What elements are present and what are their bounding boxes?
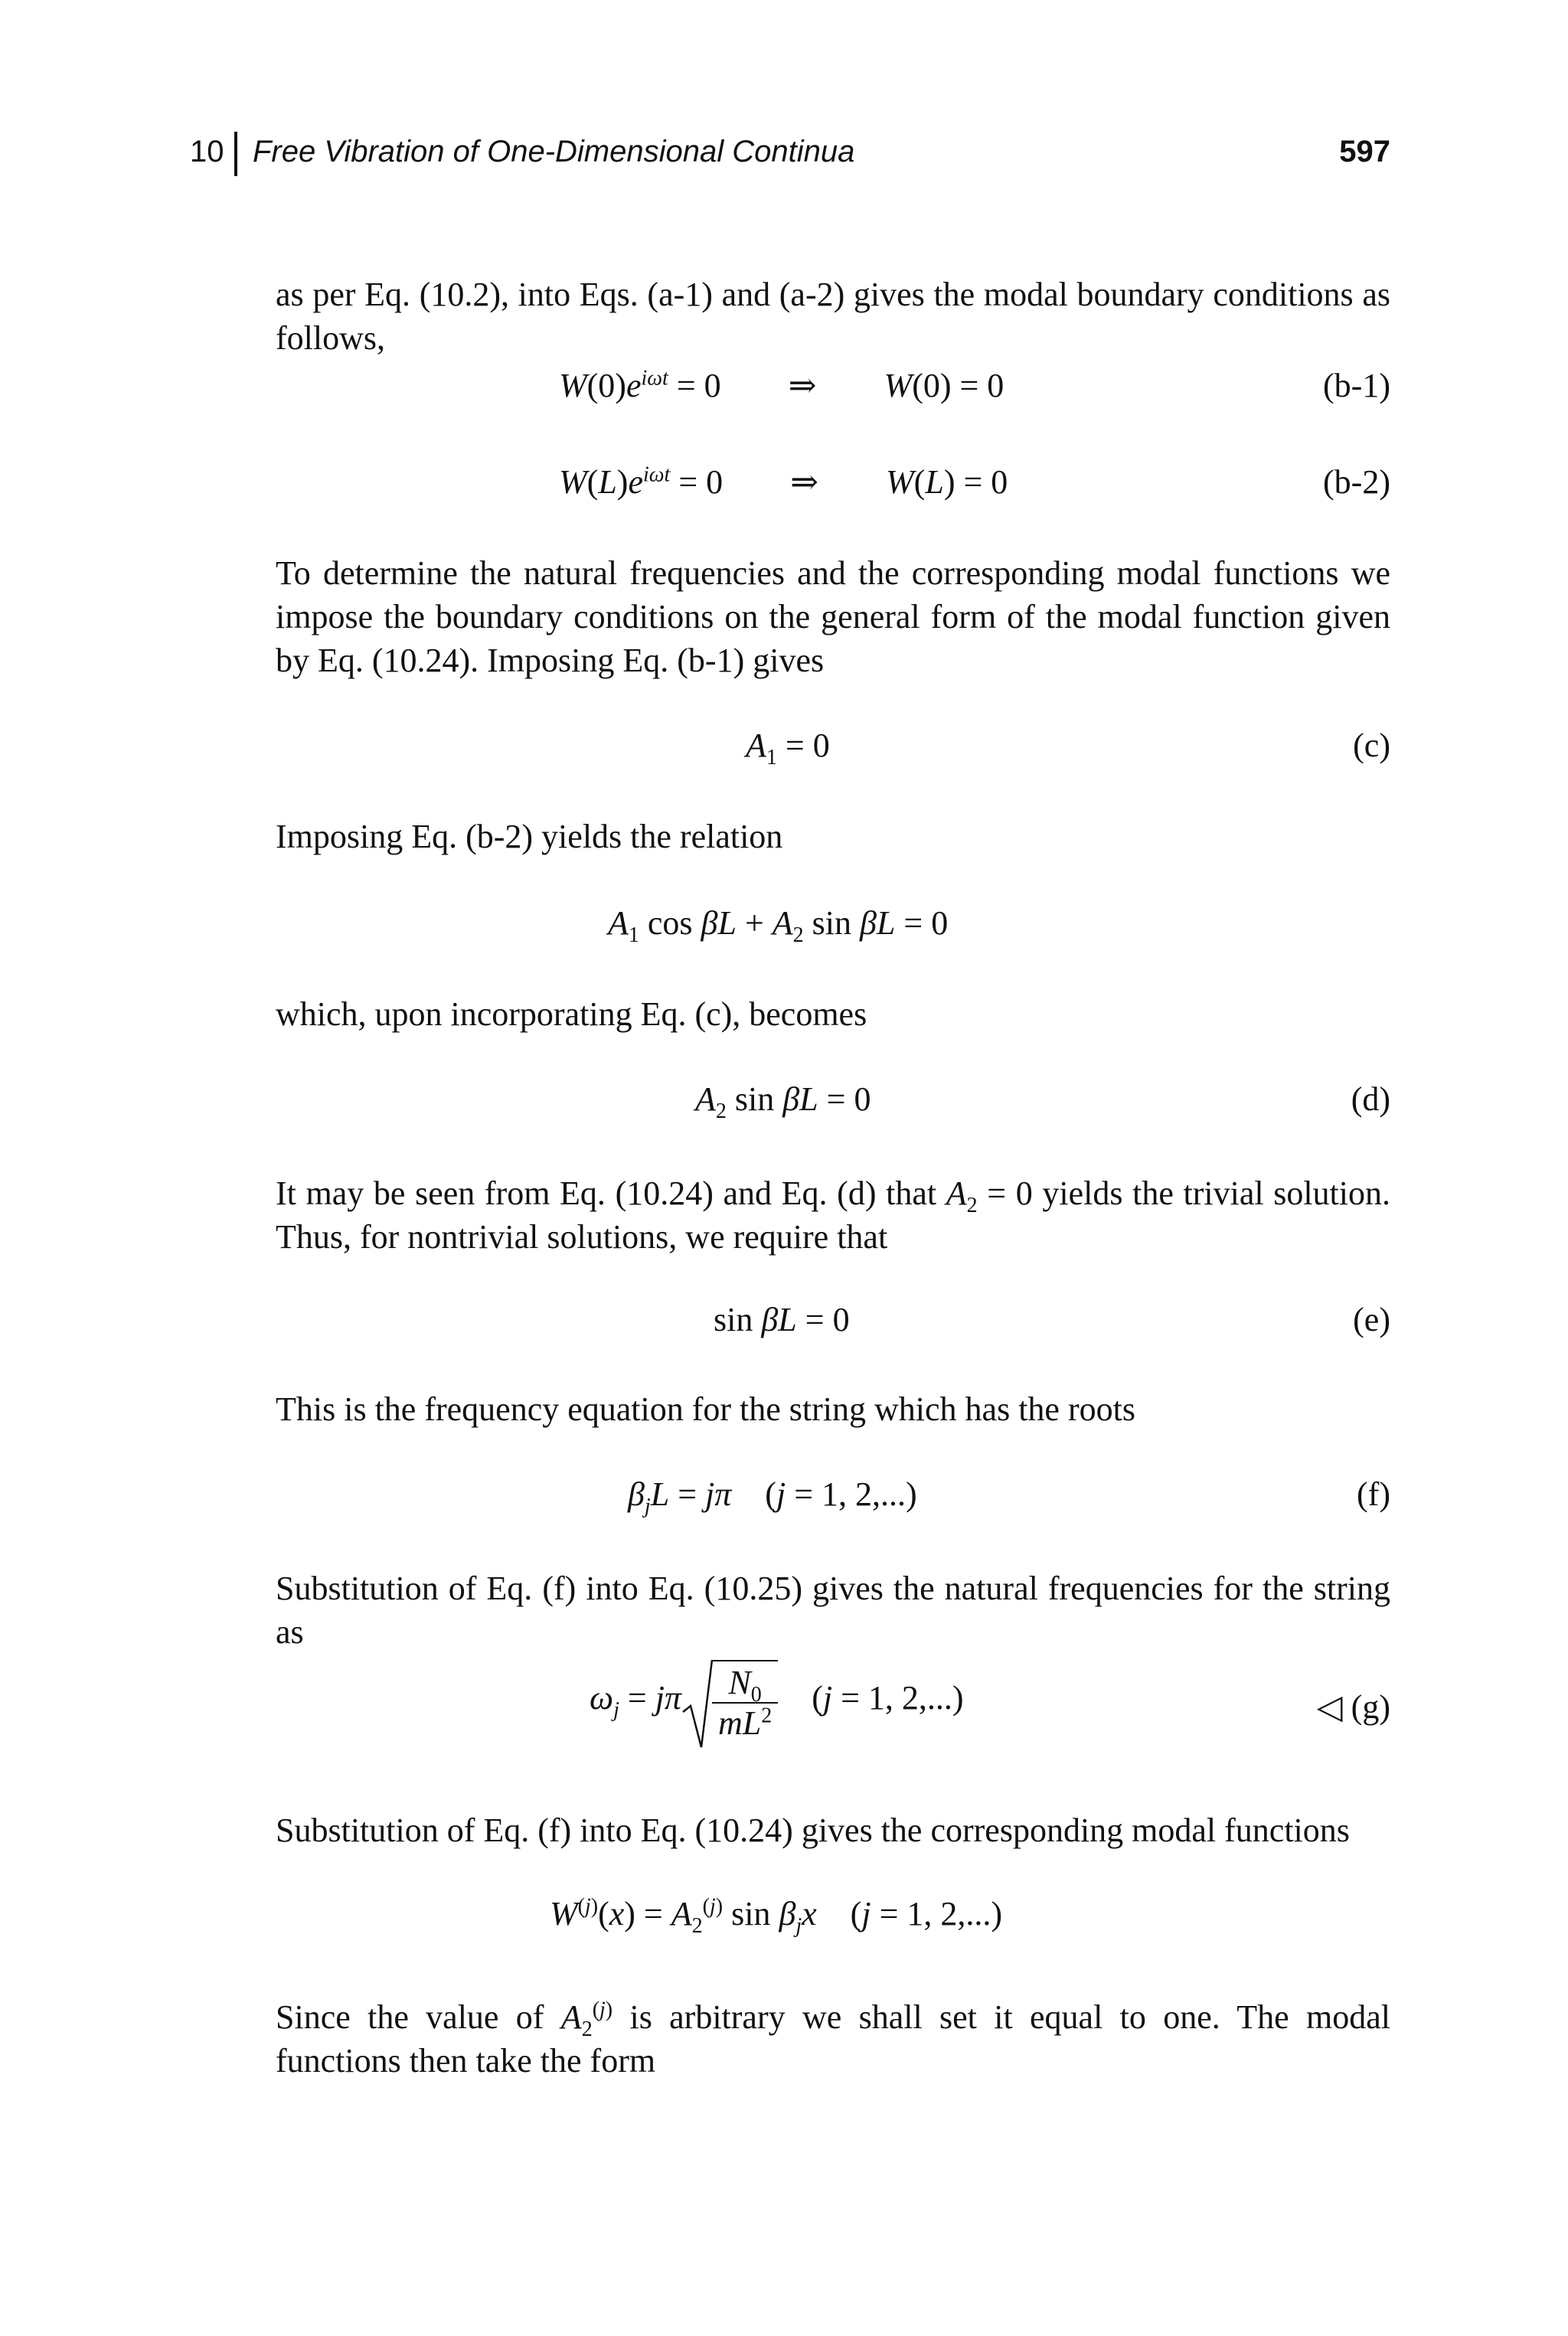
- equation-label-g: ◁ (g): [1316, 1688, 1390, 1726]
- equation-label-d: (d): [1351, 1080, 1390, 1118]
- paragraph-2: To determine the natural frequencies and the corresponding modal functions we impose the boundary conditions on the general form of the modal function given by Eq. (10.24). Imposing Eq. (b-1) gives: [276, 554, 1390, 679]
- chapter-number: 10: [190, 135, 224, 168]
- paragraph-3: Imposing Eq. (b-2) yields the relation: [276, 818, 783, 855]
- equation-f-body: $\beta_jL = j\pi$ (j = 1, 2,...): [628, 1475, 917, 1518]
- equation-modal: [276, 1894, 1390, 1955]
- chapter-title: Free Vibration of One-Dimensional Continua: [253, 135, 855, 168]
- paragraph-5: It may be seen from Eq. (10.24) and Eq. (d) that $A_2 = 0$ yields the trivial solution. Thus, for nontrivial solutions, we require that: [276, 1175, 1391, 1256]
- equation-label-b1: (b-1): [1323, 367, 1390, 404]
- paragraph-6: This is the frequency equation for the string which has the roots: [276, 1390, 1135, 1428]
- running-header: [190, 130, 1390, 176]
- equation-g-body: $\omega_j = j\pi$ $\frac{N_0}{mL^2}$ (j = 1, 2,...): [590, 1660, 964, 1743]
- paragraph-7: Substitution of Eq. (f) into Eq. (10.25) gives the natural frequencies for the string as: [276, 1570, 1390, 1651]
- equation-relation-body: $A_1$ $\cos \beta L + A_2$ sin βL = 0: [608, 904, 949, 947]
- paragraph-5-end: = 0 yields the trivial solution. Thus, for nontrivial solutions, we require that: [276, 1175, 1391, 1256]
- equation-d: [276, 1080, 1390, 1141]
- paragraph-9-start: Since the value of: [276, 1998, 544, 2036]
- paragraph-1: as per Eq. (10.2), into Eqs. (a-1) and (a-2) gives the modal boundary conditions as follows,: [276, 276, 1390, 357]
- equation-label-f: (f): [1357, 1475, 1390, 1513]
- paragraph-5-start: It may be seen from Eq. (10.24) and Eq. (d) that: [276, 1175, 937, 1212]
- header-divider: [234, 132, 237, 176]
- page-number: 597: [1339, 135, 1390, 168]
- equation-c: [276, 726, 1390, 787]
- equation-e: [276, 1300, 1390, 1361]
- equation-c-body: $A_1 = 0$: [746, 727, 830, 769]
- equation-label-b2: (b-2): [1323, 463, 1390, 501]
- equation-modal-body: $W^{(j)}(x) = A_2^{(j)}$ $\sin \beta_jx$ (j = 1, 2,...): [550, 1894, 1003, 1938]
- equation-label-c: (c): [1353, 727, 1390, 764]
- paragraph-9: Since the value of $A_2^{(j)}$ is arbitrary we shall set it equal to one. The modal functions then take the form: [276, 1998, 1391, 2080]
- equation-g: [276, 1660, 1390, 1759]
- equation-e-body: sin βL = 0: [714, 1301, 850, 1338]
- equation-d-body: $A_2$ sin βL = 0: [695, 1080, 871, 1123]
- equation-b2-body: $W(L)e^{i\omega t} = 0$ ⇒ W(L) = 0: [559, 462, 1008, 501]
- equation-b2: [276, 462, 1390, 524]
- paragraph-4: which, upon incorporating Eq. (c), becomes: [276, 995, 867, 1033]
- sqrt-symbol: $\frac{N_0}{mL^2}$: [681, 1660, 778, 1743]
- paragraph-9-end: is arbitrary we shall set it equal to one. The modal functions then take the form: [276, 1998, 1391, 2080]
- equation-b1: [276, 366, 1390, 427]
- equation-f: [276, 1475, 1390, 1536]
- equation-relation: [276, 903, 1390, 965]
- equation-b1-body: $W(0)e^{i\omega t} = 0$ ⇒ W(0) = 0: [559, 366, 1004, 404]
- equation-label-e: (e): [1353, 1301, 1390, 1338]
- paragraph-8: Substitution of Eq. (f) into Eq. (10.24) gives the corresponding modal functions: [276, 1812, 1350, 1849]
